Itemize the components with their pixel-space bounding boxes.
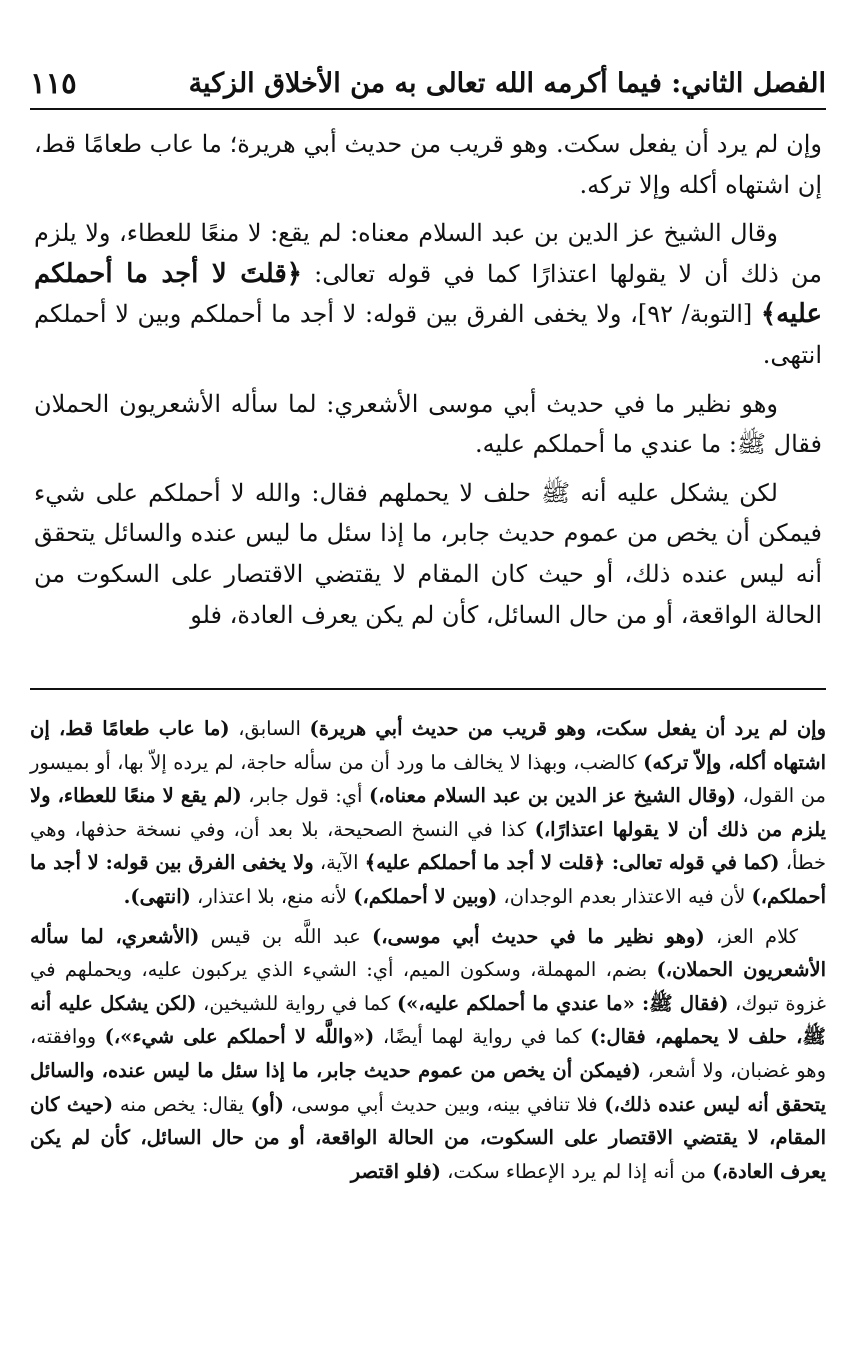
- main-paragraph-text: وقال الشيخ عز الدين بن عبد السلام معناه: لم يقع: لا منعًا للعطاء، ولا يلزم من ذلك أن لا يقولها اعتذارًا كما في قوله تعالى:: [34, 219, 822, 288]
- main-paragraph: [34, 213, 822, 375]
- header-rule: [30, 108, 826, 110]
- matn-quote: وإن لم يرد أن يفعل سكت، وهو قريب من حديث أبي هريرة): [309, 717, 827, 740]
- main-paragraph: وإن لم يرد أن يفعل سكت. وهو قريب من حديث أبي هريرة؛ ما عاب طعامًا قط، إن اشتهاه أكله وإلا تركه.: [34, 130, 822, 199]
- matn-quote: (فقال ﷺ: «ما عندي ما أحملكم عليه،»): [396, 991, 729, 1015]
- commentary-paragraph: [30, 712, 826, 914]
- commentary-paragraph: [30, 920, 826, 1189]
- main-paragraph: وهو نظير ما في حديث أبي موسى الأشعري: لما سأله الأشعريون الحملان فقال ﷺ: ما عندي ما أحملكم عليه.: [34, 389, 822, 459]
- commentary-text: كذا في النسخ الصحيحة، بلا بعد أن، وفي نسخة حذفها، وهي خطأ،: [30, 817, 826, 875]
- commentary-text: يقال: يخص منه: [113, 1092, 251, 1116]
- commentary-text: عبد اللَّه بن قيس: [199, 924, 372, 948]
- commentary-text: السابق،: [229, 717, 310, 740]
- commentary-text: ووافقته، وهو غضبان، ولا أشعر،: [30, 1025, 826, 1082]
- main-paragraph-text: [التوبة/ ٩٢]، ولا يخفى الفرق بين قوله: لا أجد ما أحملكم وبين لا أحملكم انتهى.: [34, 300, 822, 369]
- matn-quote: (وهو نظير ما في حديث أبي موسى،): [372, 924, 705, 948]
- chapter-title: الفصل الثاني: فيما أكرمه الله تعالى به من الأخلاق الزكية: [188, 67, 826, 99]
- quran-verse: ﴿قلتَ لا أجد ما أحملكم عليه﴾: [34, 258, 822, 330]
- matn-quote: (أو): [250, 1092, 284, 1116]
- commentary-text: الآية،: [313, 851, 365, 875]
- main-text: [34, 124, 822, 643]
- matn-quote: (ما عاب طعامًا قط، إن اشتهاه أكله، وإلاّ تركه): [30, 717, 826, 774]
- matn-quote: (انتهى).: [123, 884, 191, 908]
- page-header: [30, 58, 826, 108]
- commentary-text: كالضب، وبهذا لا يخالف ما ورد أن من سأله حاجة، لم يرده إلاّ بها، أو بميسور من القول،: [30, 750, 826, 808]
- commentary-text: لأن فيه الاعتذار بعدم الوجدان،: [497, 884, 752, 908]
- commentary: [30, 712, 826, 1194]
- matn-quote: («واللَّه لا أحملكم على شيء»،): [104, 1025, 375, 1049]
- commentary-text: كلام العز،: [704, 924, 799, 948]
- commentary-text: كما في رواية لهما أيضًا،: [374, 1025, 590, 1049]
- matn-quote: (وقال الشيخ عز الدين بن عبد السلام معناه،): [368, 784, 736, 808]
- matn-quote: (فيمكن أن يخص من عموم حديث جابر، ما إذا سئل ما ليس عنده، والسائل يتحقق أنه ليس عنده ذلك،): [30, 1058, 826, 1116]
- matn-quote: (الأشعري، لما سأله الأشعريون الحملان،): [30, 924, 826, 982]
- matn-quote: (وبين لا أحملكم،): [353, 884, 498, 908]
- commentary-text: فلا تنافي بينه، وبين حديث أبي موسى،: [283, 1092, 605, 1116]
- matn-quote: (لكن يشكل عليه أنه ﷺ، حلف لا يحملهم، فقال:): [30, 991, 826, 1049]
- matn-quote: (لم يقع لا منعًا للعطاء، ولا يلزم من ذلك أن لا يقولها اعتذارًا،): [30, 784, 826, 841]
- commentary-text: بضم، المهملة، وسكون الميم، أي: الشيء الذي يركبون عليه، ويحملهم في غزوة تبوك،: [30, 958, 826, 1015]
- matn-quote: (كما في قوله تعالى: ﴿قلت لا أجد ما أحملكم عليه﴾: [364, 851, 780, 875]
- commentary-text: كما في رواية للشيخين،: [196, 991, 397, 1015]
- matn-quote: ولا يخفى الفرق بين قوله: لا أجد ما أحملكم،): [29, 851, 826, 908]
- matn-quote: (فلو اقتصر: [350, 1159, 441, 1183]
- commentary-text: لأنه منع، بلا اعتذار،: [190, 884, 354, 908]
- commentary-text: من أنه إذا لم يرد الإعطاء سكت،: [440, 1159, 713, 1183]
- page-number: ١١٥: [30, 66, 77, 100]
- section-divider: [30, 688, 826, 690]
- matn-quote: (حيث كان المقام، لا يقتضي الاقتصار على السكوت، من الحالة الواقعة، أو من حال السائل، كأن لم يكن يعرف العادة،): [30, 1092, 826, 1183]
- main-paragraph: لكن يشكل عليه أنه ﷺ حلف لا يحملهم فقال: والله لا أحملكم على شيء فيمكن أن يخص من عموم حديث جابر، ما إذا سئل ما ليس عنده والسائل يتحقق أنه ليس عنده ذلك، أو حيث كان المقام لا يقتضي الاقتصار على السكوت من الحالة الواقعة، أو من حال السائل، كأن لم يكن يعرف العادة، فلو: [34, 478, 822, 629]
- commentary-text: أي: قول جابر،: [241, 784, 369, 808]
